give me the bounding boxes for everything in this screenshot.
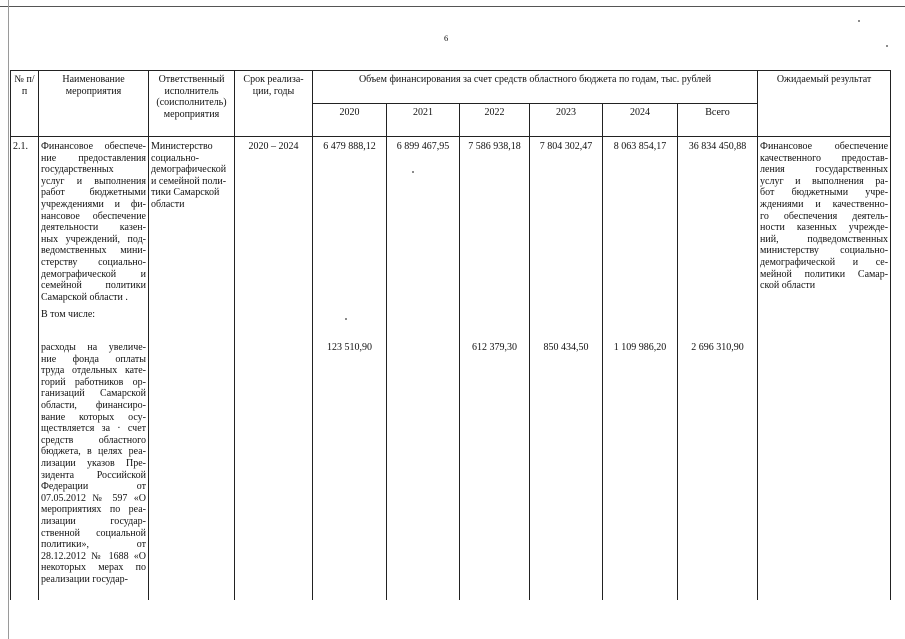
text-line: средств областного — [41, 434, 146, 446]
text-line: ждениями и качественно- — [760, 198, 889, 210]
text-line: министерству социально- — [760, 245, 889, 257]
scan-speck — [886, 45, 888, 47]
row-number: 2.1. — [11, 137, 39, 310]
text-line: и семейной поли- — [151, 175, 227, 187]
text-line: демографической и се- — [760, 256, 889, 268]
value-2023: 7 804 302,47 — [530, 137, 603, 310]
page-number: 6 — [444, 33, 449, 43]
text-line: труда отдельных кате- — [41, 365, 146, 377]
measure-name — [39, 137, 149, 310]
header-total: Всего — [678, 104, 758, 137]
header-name: Наименование мероприятия — [39, 71, 149, 137]
header-result: Ожидаемый результат — [758, 71, 891, 137]
text-line: мейной политики Самар- — [760, 268, 889, 280]
text-line: 07.05.2012 № 597 «О — [41, 492, 146, 504]
text-line: ской области — [760, 280, 816, 292]
text-line: мероприятиях по реа- — [41, 504, 146, 516]
text-line: ние предоставления — [41, 152, 146, 164]
text-line: ственной социальной — [41, 527, 146, 539]
table-row — [11, 137, 891, 310]
text-line: расходы на увеличе- — [41, 342, 146, 353]
text-line: бюджета, в целях реа- — [41, 446, 146, 458]
header-term: Срок реализа-ции, годы — [235, 71, 313, 137]
text-line: государственных — [41, 164, 114, 176]
text-line: услуг и выполнения ра- — [760, 175, 889, 187]
header-year: 2024 — [603, 104, 678, 137]
implementation-term: 2020 – 2024 — [235, 137, 313, 310]
value-2020: 6 479 888,12 — [313, 137, 387, 310]
subheading: В том числе: — [39, 309, 149, 339]
value-total: 2 696 310,90 — [678, 339, 758, 600]
value-2023: 850 434,50 — [530, 339, 603, 600]
header-year: 2022 — [460, 104, 530, 137]
text-line: го обеспечения деятель- — [760, 210, 889, 222]
text-line: 28.12.2012 № 1688 «О — [41, 550, 146, 562]
value-total: 36 834 450,88 — [678, 137, 758, 310]
text-line: ществляется за · счет — [41, 423, 146, 435]
value-2021 — [387, 339, 460, 600]
text-line: вание которых осу- — [41, 411, 146, 423]
text-line: качественного предостав- — [760, 152, 889, 164]
text-line: ления государственных — [760, 164, 889, 176]
text-line: горий работников ор- — [41, 376, 146, 388]
subheading-row — [11, 309, 891, 339]
table-row — [11, 339, 891, 600]
text-line: демографической и — [41, 268, 146, 280]
text-line: области — [151, 198, 185, 210]
text-line: социально- — [151, 152, 199, 164]
left-page-edge — [8, 0, 9, 639]
header-executor: Ответственный исполнитель (соисполнитель) мероприятия — [149, 71, 235, 137]
responsible-executor — [149, 137, 235, 310]
header-year: 2021 — [387, 104, 460, 137]
header-num: № п/п — [11, 71, 39, 137]
text-line: Министерство — [151, 141, 213, 152]
text-line: лизации государ- — [41, 515, 146, 527]
text-line: лизации указов Пре- — [41, 457, 146, 469]
value-2024: 1 109 986,20 — [603, 339, 678, 600]
text-line: ности казенных учрежде- — [760, 222, 889, 234]
text-line: политики», от — [41, 539, 146, 551]
text-line: реализации государ- — [41, 573, 129, 585]
value-2020: 123 510,90 — [313, 339, 387, 600]
text-line: ние фонда оплаты — [41, 353, 146, 365]
header-financing: Объем финансирования за счет средств областного бюджета по годам, тыс. рублей — [313, 71, 758, 104]
text-line: учреждениями и фи- — [41, 198, 146, 210]
text-line: ведомственных мини- — [41, 245, 146, 257]
header-year: 2023 — [530, 104, 603, 137]
scan-speck — [858, 20, 860, 22]
measure-name — [39, 339, 149, 600]
text-line: бот бюджетными учре- — [760, 187, 889, 199]
value-2022: 612 379,30 — [460, 339, 530, 600]
text-line: деятельности казен- — [41, 222, 146, 234]
value-2022: 7 586 938,18 — [460, 137, 530, 310]
text-line: ных учреждений, под- — [41, 233, 146, 245]
value-2024: 8 063 854,17 — [603, 137, 678, 310]
text-line: Федерации от — [41, 481, 146, 493]
table-header-row — [11, 71, 891, 104]
financing-table — [10, 70, 891, 600]
text-line: тики Самарской — [151, 187, 220, 199]
text-line: семейной политики — [41, 280, 146, 292]
text-line: стерству социально- — [41, 256, 146, 268]
expected-result — [758, 137, 891, 310]
text-line: ний, подведомственных — [760, 233, 889, 245]
text-line: некоторых мерах по — [41, 562, 146, 574]
text-line: Самарской области . — [41, 291, 128, 303]
text-line: нансовое обеспечение — [41, 210, 146, 222]
text-line: зидента Российской — [41, 469, 146, 481]
text-line: услуг и выполнения — [41, 175, 146, 187]
text-line: Финансовое обеспечение — [760, 141, 889, 152]
text-line: работ бюджетными — [41, 187, 146, 199]
value-2021: 6 899 467,95 — [387, 137, 460, 310]
text-line: демографической — [151, 164, 227, 176]
top-rule — [0, 6, 905, 7]
text-line: Финансовое обеспече- — [41, 141, 146, 152]
text-line: области, финансиро- — [41, 399, 146, 411]
header-year: 2020 — [313, 104, 387, 137]
text-line: ганизаций Самарской — [41, 388, 146, 400]
